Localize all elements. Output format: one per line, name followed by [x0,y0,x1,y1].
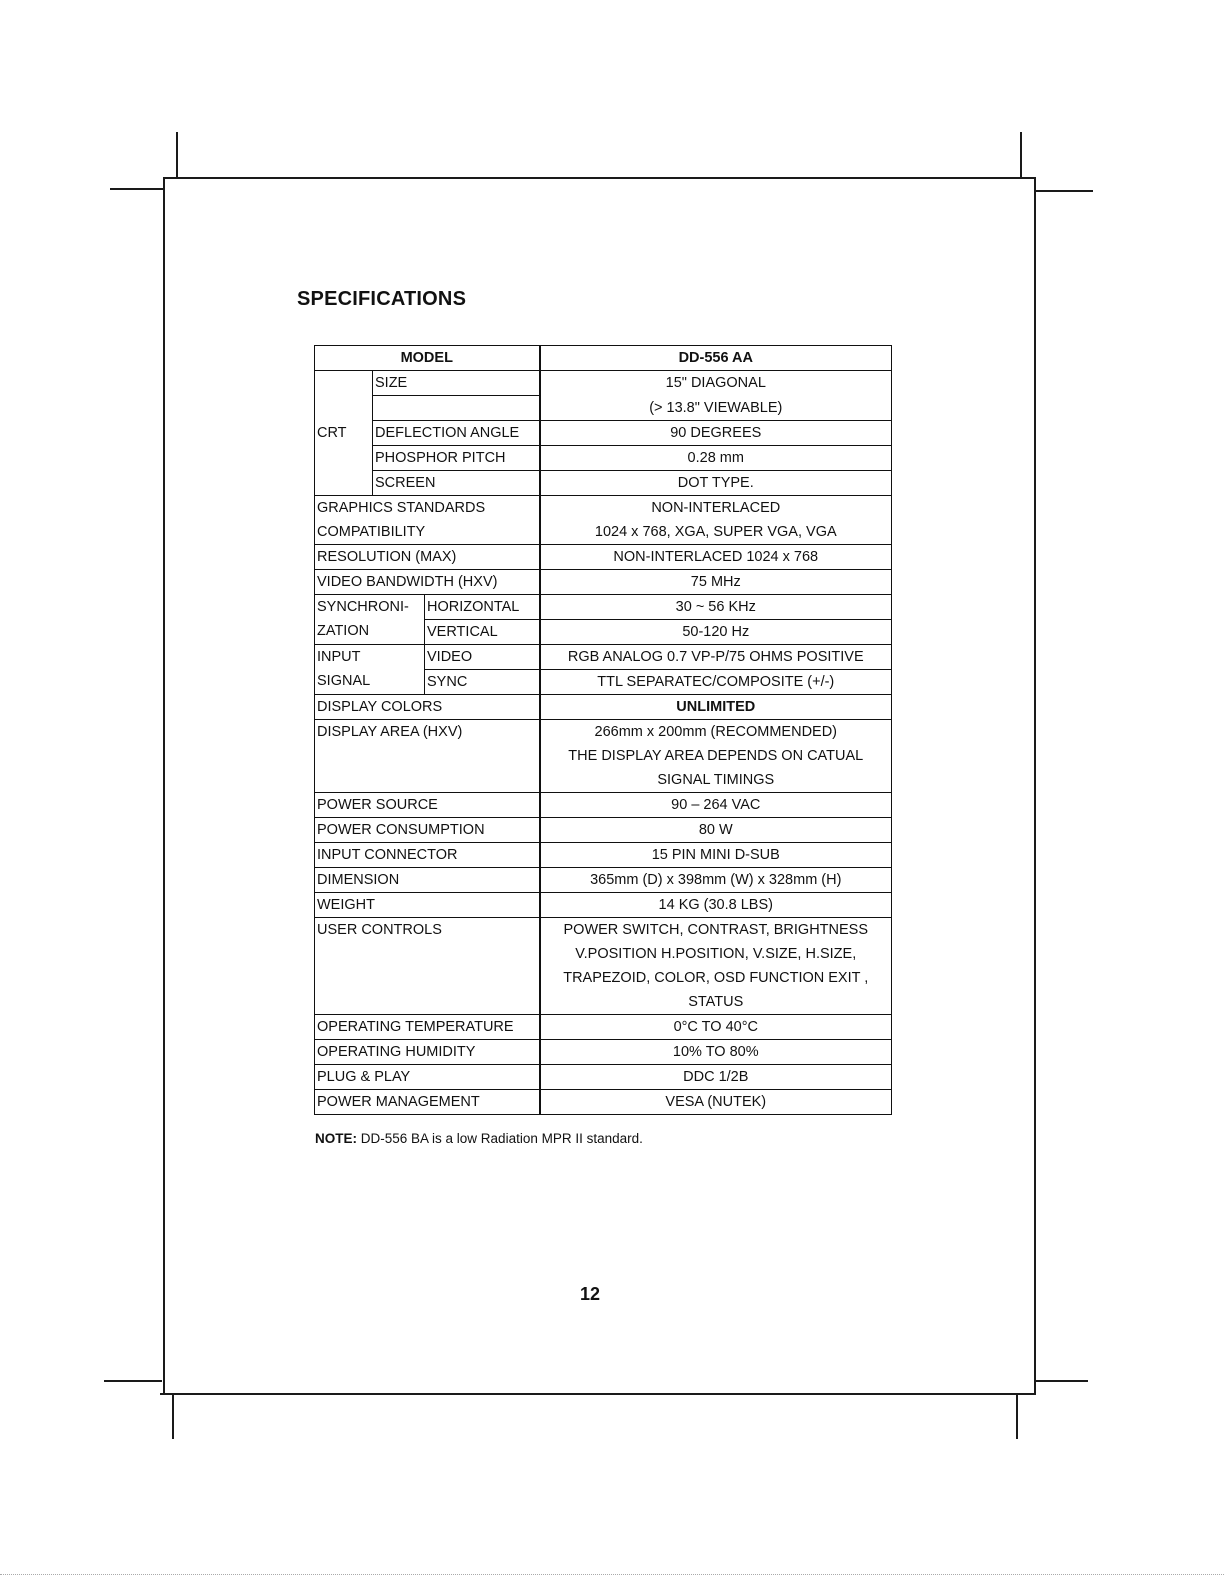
crop-mark-top-left-vertical [176,132,178,178]
power-source-label: POWER SOURCE [315,792,540,817]
weight-value: 14 KG (30.8 LBS) [540,892,892,917]
table-row [315,768,892,793]
input-video-label: VIDEO [425,644,540,669]
area-value-line3: SIGNAL TIMINGS [540,768,892,793]
power-mgmt-value: VESA (NUTEK) [540,1089,892,1114]
table-row [315,744,892,768]
controls-value-line4: STATUS [540,990,892,1015]
header-model-value: DD-556 AA [540,346,892,371]
crop-mark-top-right-horizontal [1036,190,1093,192]
temperature-label: OPERATING TEMPERATURE [315,1014,540,1039]
crt-deflection-value: 90 DEGREES [540,420,892,445]
crt-screen-label: SCREEN [373,470,540,495]
page-frame-top [164,177,1036,179]
crt-size-label: SIZE [373,371,540,396]
crt-screen-value: DOT TYPE. [540,470,892,495]
table-row [315,867,892,892]
table-row [315,396,892,421]
note [315,1131,643,1146]
crt-pitch-label: PHOSPHOR PITCH [373,445,540,470]
crop-mark-bottom-left-vertical [172,1395,174,1439]
crt-deflection-label: DEFLECTION ANGLE [373,420,540,445]
dimension-label: DIMENSION [315,867,540,892]
table-row [315,445,892,470]
page-frame-right [1034,177,1036,1395]
specifications-table [314,345,892,1115]
input-sync-label: SYNC [425,669,540,694]
controls-value-line3: TRAPEZOID, COLOR, OSD FUNCTION EXIT , [540,966,892,990]
crop-mark-bottom-right-vertical [1016,1395,1018,1439]
colors-label: DISPLAY COLORS [315,694,540,719]
table-row [315,569,892,594]
crt-pitch-value: 0.28 mm [540,445,892,470]
table-row [315,719,892,744]
table-row [315,1014,892,1039]
note-prefix: NOTE: [315,1131,357,1146]
power-consumption-value: 80 W [540,817,892,842]
crt-group-label: CRT [315,371,373,496]
table-row [315,594,892,619]
bandwidth-label: VIDEO BANDWIDTH (HXV) [315,569,540,594]
table-row [315,842,892,867]
scan-edge-line [0,1574,1224,1575]
input-signal-group-label-line1: INPUT [315,644,425,669]
plug-value: DDC 1/2B [540,1064,892,1089]
sync-horizontal-value: 30 ~ 56 KHz [540,594,892,619]
weight-label: WEIGHT [315,892,540,917]
table-row [315,644,892,669]
resolution-label: RESOLUTION (MAX) [315,544,540,569]
input-signal-group-label-line2: SIGNAL [315,669,425,694]
power-consumption-label: POWER CONSUMPTION [315,817,540,842]
controls-value-line1: POWER SWITCH, CONTRAST, BRIGHTNESS [540,917,892,942]
table-row [315,520,892,545]
graphics-label-line1: GRAPHICS STANDARDS [315,495,540,520]
table-row [315,1089,892,1114]
table-row [315,619,892,644]
colors-value: UNLIMITED [540,694,892,719]
sync-horizontal-label: HORIZONTAL [425,594,540,619]
dimension-value: 365mm (D) x 398mm (W) x 328mm (H) [540,867,892,892]
graphics-value-line2: 1024 x 768, XGA, SUPER VGA, VGA [540,520,892,545]
page-title: SPECIFICATIONS [297,288,467,310]
area-label: DISPLAY AREA (HXV) [315,719,540,744]
table-row [315,1064,892,1089]
input-video-value: RGB ANALOG 0.7 VP-P/75 OHMS POSITIVE [540,644,892,669]
table-row [315,544,892,569]
table-row [315,792,892,817]
crop-mark-bottom-right-horizontal [1034,1380,1088,1382]
sync-group-label-line2: ZATION [315,619,425,644]
connector-label: INPUT CONNECTOR [315,842,540,867]
resolution-value: NON-INTERLACED 1024 x 768 [540,544,892,569]
table-row [315,892,892,917]
crop-mark-top-right-vertical [1020,132,1022,178]
input-sync-value: TTL SEPARATEC/COMPOSITE (+/-) [540,669,892,694]
controls-label: USER CONTROLS [315,917,540,942]
humidity-label: OPERATING HUMIDITY [315,1039,540,1064]
table-row [315,495,892,520]
crt-size-value-line2: (> 13.8" VIEWABLE) [540,396,892,421]
power-mgmt-label: POWER MANAGEMENT [315,1089,540,1114]
humidity-value: 10% TO 80% [540,1039,892,1064]
area-value-line1: 266mm x 200mm (RECOMMENDED) [540,719,892,744]
header-model-label: MODEL [315,346,540,371]
table-row [315,669,892,694]
power-source-value: 90 – 264 VAC [540,792,892,817]
table-row [315,694,892,719]
crop-mark-top-left-horizontal [110,188,164,190]
table-row [315,420,892,445]
table-row [315,966,892,990]
crt-size-value-line1: 15" DIAGONAL [540,371,892,396]
sync-vertical-label: VERTICAL [425,619,540,644]
sync-group-label-line1: SYNCHRONI- [315,594,425,619]
table-row [315,1039,892,1064]
connector-value: 15 PIN MINI D-SUB [540,842,892,867]
bandwidth-value: 75 MHz [540,569,892,594]
table-header-row [315,346,892,371]
graphics-value-line1: NON-INTERLACED [540,495,892,520]
table-row [315,470,892,495]
page-frame-left [163,177,165,1395]
note-text: DD-556 BA is a low Radiation MPR II standard. [357,1131,643,1146]
graphics-label-line2: COMPATIBILITY [315,520,540,545]
table-row [315,817,892,842]
table-row [315,371,892,396]
page-frame-bottom [160,1393,1036,1395]
plug-label: PLUG & PLAY [315,1064,540,1089]
temperature-value: 0°C TO 40°C [540,1014,892,1039]
page-number: 12 [579,1284,601,1304]
table-row [315,942,892,966]
controls-value-line2: V.POSITION H.POSITION, V.SIZE, H.SIZE, [540,942,892,966]
area-value-line2: THE DISPLAY AREA DEPENDS ON CATUAL [540,744,892,768]
table-row [315,917,892,942]
crop-mark-bottom-left-horizontal [104,1380,162,1382]
sync-vertical-value: 50-120 Hz [540,619,892,644]
table-row [315,990,892,1015]
